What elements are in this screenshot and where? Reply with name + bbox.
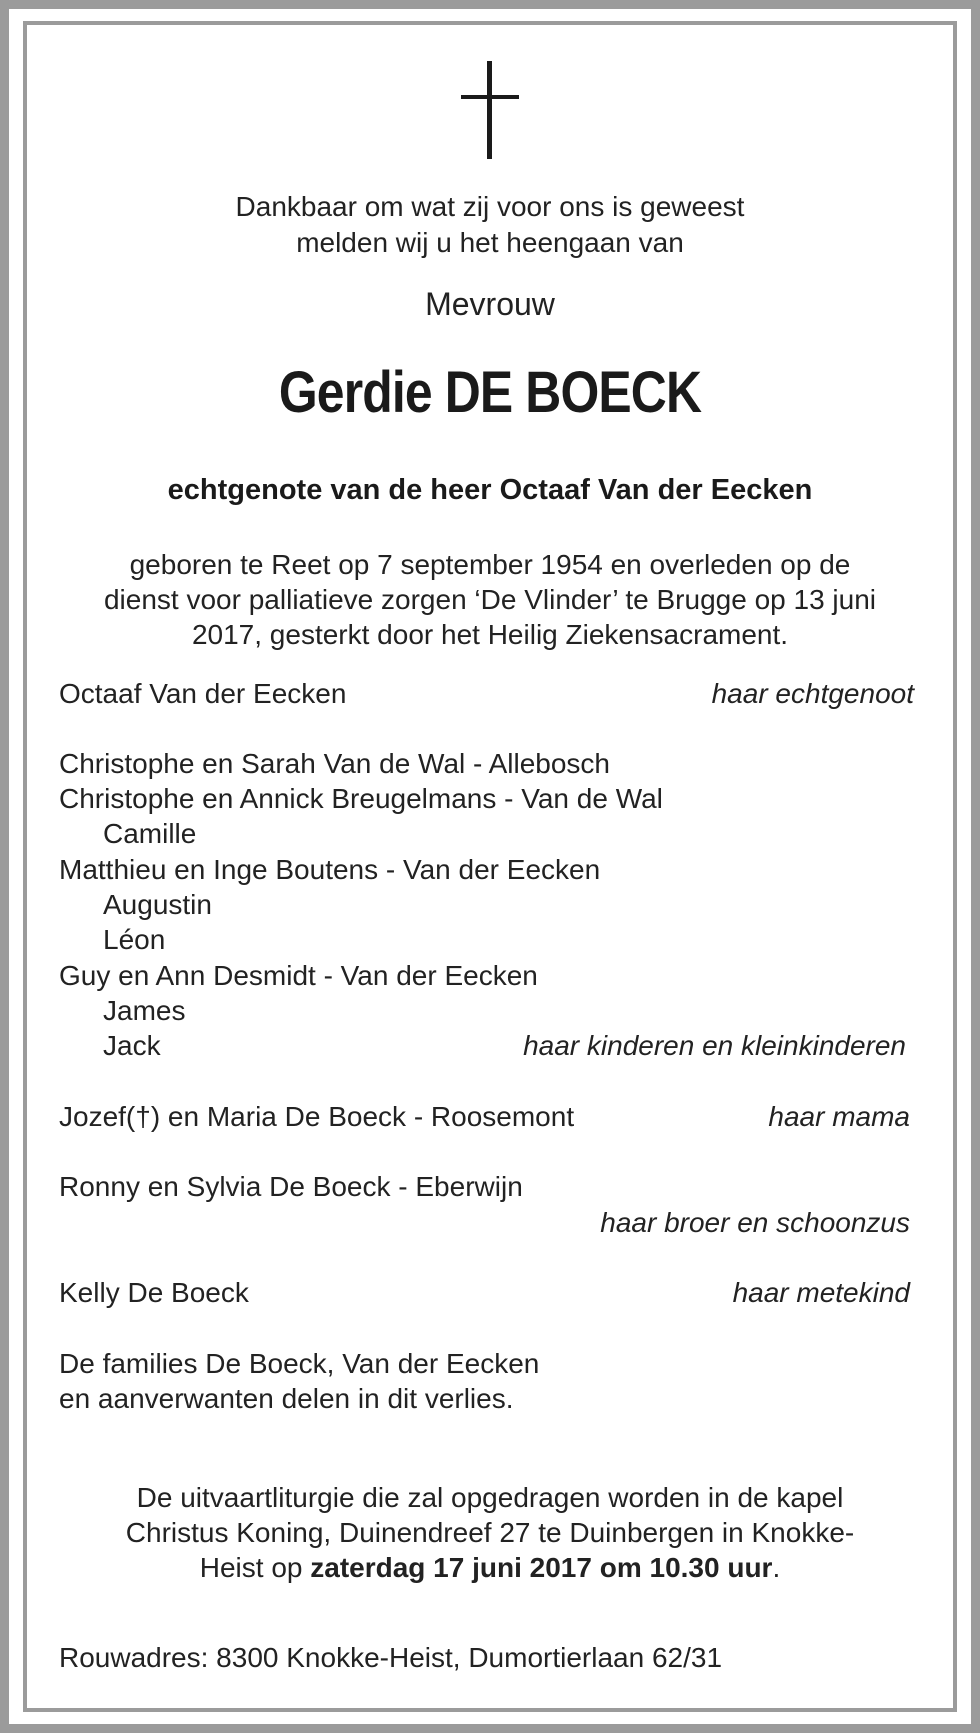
spouse-relation: haar echtgenoot xyxy=(711,678,914,709)
spouse-name: Octaaf Van der Eecken xyxy=(59,678,347,709)
children-relation: haar kinderen en kleinkinderen xyxy=(523,1030,906,1061)
list-item: James xyxy=(103,995,186,1026)
mother-relation: haar mama xyxy=(768,1101,910,1132)
godchild-name: Kelly De Boeck xyxy=(59,1277,249,1308)
deceased-name: Gerdie DE BOECK xyxy=(278,360,702,425)
list-item: Jack xyxy=(103,1030,161,1061)
list-item: Christophe en Annick Breugelmans - Van de Wal xyxy=(59,783,663,814)
list-item: Léon xyxy=(103,924,166,955)
cross-icon xyxy=(461,61,519,159)
mother-name: Jozef(†) en Maria De Boeck - Roosemont xyxy=(59,1101,575,1132)
brother-name: Ronny en Sylvia De Boeck - Eberwijn xyxy=(59,1171,523,1202)
bio-line-3: 2017, gesterkt door het Heilig Ziekensacrament. xyxy=(191,619,789,650)
list-item: Matthieu en Inge Boutens - Van der Eecken xyxy=(59,854,601,885)
bio-line-1: geboren te Reet op 7 september 1954 en overleden op de xyxy=(129,549,851,580)
funeral-line-3 xyxy=(55,1550,925,1585)
bio-line-2: dienst voor palliatieve zorgen ‘De Vlinder’ te Brugge op 13 juni xyxy=(103,584,877,615)
salutation: Mevrouw xyxy=(425,286,555,322)
list-item: Guy en Ann Desmidt - Van der Eecken xyxy=(59,960,538,991)
mourning-address: Rouwadres: 8300 Knokke-Heist, Dumortierlaan 62/31 xyxy=(59,1642,723,1673)
funeral-line-2: Christus Koning, Duinendreef 27 te Duinbergen in Knokke- xyxy=(125,1517,855,1548)
godchild-relation: haar metekind xyxy=(732,1277,910,1308)
list-item: Christophe en Sarah Van de Wal - Allebosch xyxy=(59,748,610,779)
brother-relation: haar broer en schoonzus xyxy=(600,1207,910,1238)
spouse-line: echtgenote van de heer Octaaf Van der Eecken xyxy=(167,474,813,506)
funeral-line-3-prefix: Heist op xyxy=(199,1552,311,1583)
funeral-line-1: De uitvaartliturgie die zal opgedragen worden in de kapel xyxy=(136,1482,844,1513)
intro-line-1: Dankbaar om wat zij voor ons is geweest xyxy=(235,191,745,222)
list-item: Augustin xyxy=(103,889,212,920)
list-item: Camille xyxy=(103,818,197,849)
families-line-2: en aanverwanten delen in dit verlies. xyxy=(59,1383,514,1414)
intro-line-2: melden wij u het heengaan van xyxy=(296,227,684,258)
funeral-date: zaterdag 17 juni 2017 om 10.30 uur xyxy=(310,1552,773,1583)
funeral-line-3-suffix: . xyxy=(772,1552,781,1583)
families-line-1: De families De Boeck, Van der Eecken xyxy=(59,1348,540,1379)
